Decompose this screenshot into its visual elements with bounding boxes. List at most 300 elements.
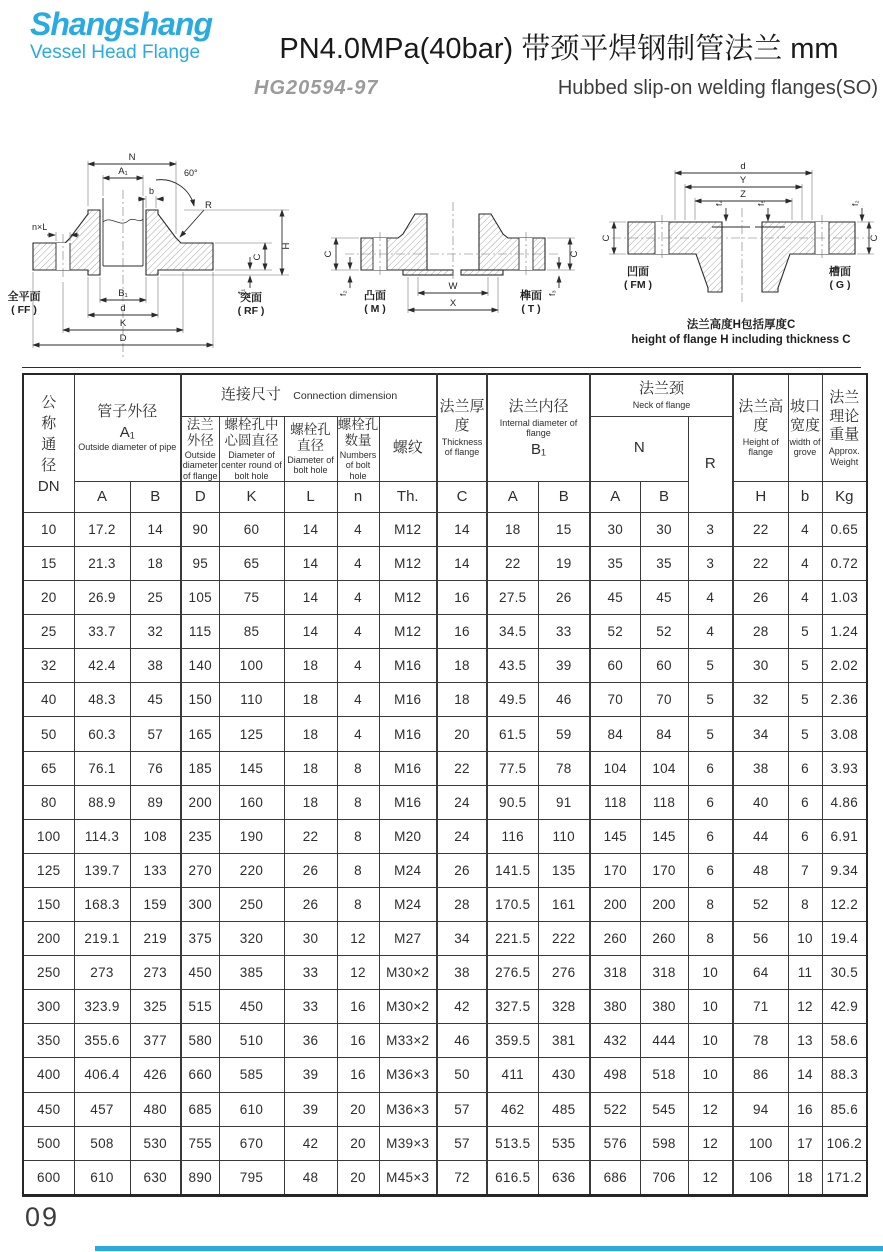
column-letter: A	[487, 481, 538, 512]
dim-label-d: d	[740, 161, 746, 172]
table-cell: 535	[538, 1126, 590, 1160]
table-cell: M12	[379, 581, 437, 615]
table-cell: 30	[640, 512, 688, 546]
table-cell: 219.1	[74, 922, 130, 956]
table-cell: 64	[733, 956, 788, 990]
drawing-caption-cn: 法兰高度H包括厚度C	[686, 319, 796, 331]
col-header-neck-n: N	[590, 416, 688, 481]
table-cell: 78	[733, 1024, 788, 1058]
table-cell: 6	[688, 751, 733, 785]
table-cell: 200	[640, 887, 688, 921]
table-cell: 377	[130, 1024, 181, 1058]
table-cell: 106.2	[822, 1126, 867, 1160]
table-cell: 5	[788, 717, 822, 751]
table-cell: 12	[688, 1092, 733, 1126]
col-header-k: 螺栓孔中心圆直径 Diameter of center round of bolt hole	[219, 416, 284, 481]
table-cell: 6	[688, 819, 733, 853]
col-header-connection: 连接尺寸 Connection dimension	[181, 374, 437, 416]
table-cell: 10	[688, 990, 733, 1024]
table-cell: 16	[437, 581, 487, 615]
table-row	[23, 922, 867, 956]
table-cell: 39	[284, 1092, 337, 1126]
table-cell: 457	[74, 1092, 130, 1126]
table-cell: 580	[181, 1024, 219, 1058]
table-cell: 85	[219, 615, 284, 649]
table-cell: 40	[23, 683, 74, 717]
table-cell: 513.5	[487, 1126, 538, 1160]
table-cell: 33.7	[74, 615, 130, 649]
table-cell: 4	[788, 512, 822, 546]
table-cell: 12	[337, 922, 379, 956]
table-cell: 42	[284, 1126, 337, 1160]
col-header-th: 螺纹	[379, 416, 437, 481]
table-cell: 16	[337, 1024, 379, 1058]
table-cell: 145	[590, 819, 640, 853]
table-cell: 88.9	[74, 785, 130, 819]
table-cell: 19	[538, 547, 590, 581]
dim-label-n: N	[128, 152, 136, 163]
table-cell: 616.5	[487, 1160, 538, 1195]
dim-label-f2: f₂	[850, 200, 860, 206]
brand-tagline: Vessel Head Flange	[30, 42, 201, 63]
table-cell: 26	[538, 581, 590, 615]
table-cell: 380	[590, 990, 640, 1024]
column-letter: B	[538, 481, 590, 512]
table-cell: M33×2	[379, 1024, 437, 1058]
title-block	[240, 26, 878, 100]
dim-label-c-right: C	[869, 234, 880, 242]
table-cell: 598	[640, 1126, 688, 1160]
table-cell: 36	[284, 1024, 337, 1058]
table-row	[23, 785, 867, 819]
table-cell: 39	[284, 1058, 337, 1092]
table-cell: 6	[788, 751, 822, 785]
col-header-height: 法兰高度 Height of flange	[733, 374, 788, 481]
table-cell: 30	[590, 512, 640, 546]
table-cell: 16	[788, 1092, 822, 1126]
col-header-neck-r: R	[688, 416, 733, 512]
table-cell: 34	[733, 717, 788, 751]
table-cell: 38	[437, 956, 487, 990]
standard-number: HG20594-97	[254, 77, 379, 99]
table-cell: 250	[23, 956, 74, 990]
table-cell: 61.5	[487, 717, 538, 751]
table-cell: M16	[379, 717, 437, 751]
table-cell: 18	[284, 785, 337, 819]
table-cell: 84	[590, 717, 640, 751]
dim-label-h: H	[281, 242, 292, 250]
dim-label-r: R	[205, 200, 212, 211]
table-cell: M30×2	[379, 990, 437, 1024]
table-body	[23, 512, 867, 1195]
table-row	[23, 1024, 867, 1058]
column-letter: B	[130, 481, 181, 512]
table-cell: 10	[688, 1024, 733, 1058]
column-letter: K	[219, 481, 284, 512]
table-cell: 32	[130, 615, 181, 649]
table-cell: 170	[590, 853, 640, 887]
table-cell: 33	[284, 956, 337, 990]
dim-label-f3: f₃	[547, 290, 557, 296]
table-row	[23, 547, 867, 581]
table-cell: 273	[74, 956, 130, 990]
table-cell: M16	[379, 683, 437, 717]
raised-face-m	[403, 270, 453, 275]
table-cell: 24	[437, 819, 487, 853]
table-cell: 5	[788, 649, 822, 683]
table-cell: 27.5	[487, 581, 538, 615]
table-cell: 610	[219, 1092, 284, 1126]
table-cell: 45	[640, 581, 688, 615]
table-cell: 84	[640, 717, 688, 751]
table-cell: 4	[337, 649, 379, 683]
table-cell: 14	[437, 512, 487, 546]
table-cell: M24	[379, 853, 437, 887]
table-cell: 462	[487, 1092, 538, 1126]
face-t-code: ( T )	[521, 303, 541, 315]
table-cell: 13	[788, 1024, 822, 1058]
table-row	[23, 683, 867, 717]
table-cell: 4	[337, 547, 379, 581]
table-cell: 522	[590, 1092, 640, 1126]
table-cell: 25	[130, 581, 181, 615]
table-cell: 33	[538, 615, 590, 649]
dim-label-y: Y	[739, 175, 747, 186]
table-cell: 670	[219, 1126, 284, 1160]
table-cell: 6.91	[822, 819, 867, 853]
table-cell: 168.3	[74, 887, 130, 921]
table-cell: 200	[23, 922, 74, 956]
col-header-neck: 法兰颈 Neck of flange	[590, 374, 733, 416]
col-header-weight: 法兰理论重量 Approx. Weight	[822, 374, 867, 481]
table-cell: 22	[437, 751, 487, 785]
dim-label-nxl: n×L	[32, 222, 48, 232]
table-cell: 57	[437, 1092, 487, 1126]
table-cell: 125	[23, 853, 74, 887]
table-cell: 80	[23, 785, 74, 819]
table-row	[23, 615, 867, 649]
table-cell: 28	[733, 615, 788, 649]
table-cell: 3	[688, 512, 733, 546]
table-cell: 28	[437, 887, 487, 921]
table-cell: 2.02	[822, 649, 867, 683]
table-cell: 755	[181, 1126, 219, 1160]
face-labels	[8, 289, 264, 317]
drawing-m-t	[303, 186, 603, 336]
table-cell: 52	[590, 615, 640, 649]
table-cell: 18	[788, 1160, 822, 1195]
table-cell: 100	[23, 819, 74, 853]
column-letter: n	[337, 481, 379, 512]
table-cell: 95	[181, 547, 219, 581]
table-cell: 530	[130, 1126, 181, 1160]
table-cell: 4	[337, 512, 379, 546]
table-cell: 118	[590, 785, 640, 819]
table-cell: 46	[538, 683, 590, 717]
table-cell: 323.9	[74, 990, 130, 1024]
table-cell: 26	[437, 853, 487, 887]
table-cell: 450	[181, 956, 219, 990]
table-cell: 400	[23, 1058, 74, 1092]
table-cell: 10	[688, 1058, 733, 1092]
tongue-face-t	[461, 270, 503, 275]
table-cell: 20	[337, 1160, 379, 1195]
dim-label-f2: f₂	[338, 290, 348, 296]
technical-drawings	[0, 148, 883, 366]
table-cell: 50	[23, 717, 74, 751]
table-cell: 165	[181, 717, 219, 751]
table-cell: 9.34	[822, 853, 867, 887]
table-cell: 170	[640, 853, 688, 887]
table-cell: 498	[590, 1058, 640, 1092]
table-cell: 350	[23, 1024, 74, 1058]
table-cell: 450	[219, 990, 284, 1024]
table-cell: 86	[733, 1058, 788, 1092]
table-cell: 3.08	[822, 717, 867, 751]
table-cell: 8	[788, 887, 822, 921]
table-cell: 18	[130, 547, 181, 581]
table-cell: 90	[181, 512, 219, 546]
table-cell: 105	[181, 581, 219, 615]
table-cell: 450	[23, 1092, 74, 1126]
table-cell: 16	[437, 615, 487, 649]
table-cell: 406.4	[74, 1058, 130, 1092]
table-cell: 320	[219, 922, 284, 956]
table-cell: 57	[437, 1126, 487, 1160]
column-letter: Th.	[379, 481, 437, 512]
dim-label-b1: B₁	[118, 288, 128, 299]
table-cell: 52	[733, 887, 788, 921]
table-cell: 48	[284, 1160, 337, 1195]
table-row	[23, 1058, 867, 1092]
table-cell: 60	[219, 512, 284, 546]
face-ff-code: ( FF )	[11, 304, 37, 316]
table-cell: 145	[640, 819, 688, 853]
table-cell: 161	[538, 887, 590, 921]
table-cell: 576	[590, 1126, 640, 1160]
table-cell: 35	[640, 547, 688, 581]
page-number: 09	[25, 1202, 60, 1232]
table-cell: 385	[219, 956, 284, 990]
col-header-pipe: 管子外径 A₁ Outside diameter of pipe	[74, 374, 181, 481]
table-cell: 18	[487, 512, 538, 546]
table-cell: 5	[788, 683, 822, 717]
table-cell: 49.5	[487, 683, 538, 717]
table-cell: 480	[130, 1092, 181, 1126]
drawing-caption-en: height of flange H including thickness C	[631, 334, 851, 346]
table-cell: M24	[379, 887, 437, 921]
table-cell: 11	[788, 956, 822, 990]
dim-label-z: Z	[740, 189, 746, 200]
table-cell: M12	[379, 512, 437, 546]
table-cell: 6	[688, 785, 733, 819]
table-cell: 585	[219, 1058, 284, 1092]
table-cell: 14	[284, 512, 337, 546]
table-cell: M36×3	[379, 1092, 437, 1126]
table-cell: 26	[284, 853, 337, 887]
table-cell: 22	[733, 512, 788, 546]
table-cell: 1.03	[822, 581, 867, 615]
table-cell: M45×3	[379, 1160, 437, 1195]
face-fm-code: ( FM )	[624, 279, 652, 291]
table-cell: 35	[590, 547, 640, 581]
table-cell: 89	[130, 785, 181, 819]
table-cell: 6	[788, 785, 822, 819]
table-cell: 48	[733, 853, 788, 887]
table-cell: 70	[590, 683, 640, 717]
table-cell: 14	[437, 547, 487, 581]
table-cell: 15	[23, 547, 74, 581]
face-rf-code: ( RF )	[237, 305, 265, 317]
table-cell: 200	[590, 887, 640, 921]
table-cell: 140	[181, 649, 219, 683]
table-cell: 0.65	[822, 512, 867, 546]
table-row	[23, 819, 867, 853]
table-cell: M16	[379, 751, 437, 785]
table-cell: 660	[181, 1058, 219, 1092]
table-cell: 795	[219, 1160, 284, 1195]
table-cell: 12	[788, 990, 822, 1024]
table-row	[23, 649, 867, 683]
table-cell: 60.3	[74, 717, 130, 751]
table-cell: 222	[538, 922, 590, 956]
table-cell: 411	[487, 1058, 538, 1092]
column-letter: Kg	[822, 481, 867, 512]
table-cell: 4	[337, 615, 379, 649]
table-cell: 4	[337, 683, 379, 717]
table-cell: 235	[181, 819, 219, 853]
face-g-code: ( G )	[829, 279, 851, 291]
table-row	[23, 512, 867, 546]
table-cell: 273	[130, 956, 181, 990]
dim-label-f4: f₄	[714, 200, 724, 206]
table-cell: 260	[640, 922, 688, 956]
table-cell: 685	[181, 1092, 219, 1126]
table-cell: 375	[181, 922, 219, 956]
footer-accent-bar	[95, 1246, 883, 1251]
table-cell: 6	[788, 819, 822, 853]
col-header-n: 螺栓孔数量 Numbers of bolt hole	[337, 416, 379, 481]
table-cell: 100	[219, 649, 284, 683]
table-row	[23, 1126, 867, 1160]
table-cell: 10	[788, 922, 822, 956]
col-header-thickness: 法兰厚度 Thickness of flange	[437, 374, 487, 481]
table-cell: 190	[219, 819, 284, 853]
table-cell: 444	[640, 1024, 688, 1058]
table-cell: 38	[130, 649, 181, 683]
column-letter: A	[590, 481, 640, 512]
table-cell: 26	[284, 887, 337, 921]
column-letter: L	[284, 481, 337, 512]
table-cell: 125	[219, 717, 284, 751]
table-cell: 18	[437, 649, 487, 683]
table-cell: 890	[181, 1160, 219, 1195]
table-cell: 108	[130, 819, 181, 853]
table-cell: 85.6	[822, 1092, 867, 1126]
table-cell: 57	[130, 717, 181, 751]
column-letter: b	[788, 481, 822, 512]
table-cell: 20	[337, 1126, 379, 1160]
table-cell: 88.3	[822, 1058, 867, 1092]
table-cell: 510	[219, 1024, 284, 1058]
table-cell: 12.2	[822, 887, 867, 921]
col-header-b1: 法兰内径 Internal diameter of flange B₁	[487, 374, 590, 481]
table-cell: 50	[437, 1058, 487, 1092]
table-head	[23, 374, 867, 512]
table-cell: 10	[23, 512, 74, 546]
table-cell: 15	[538, 512, 590, 546]
table-cell: 20	[23, 581, 74, 615]
table-cell: 114.3	[74, 819, 130, 853]
table-cell: 610	[74, 1160, 130, 1195]
column-letter: C	[437, 481, 487, 512]
table-cell: 20	[337, 1092, 379, 1126]
table-cell: 260	[590, 922, 640, 956]
table-cell: 22	[487, 547, 538, 581]
table-cell: 14	[284, 581, 337, 615]
table-cell: 318	[590, 956, 640, 990]
table-cell: 6	[688, 853, 733, 887]
table-cell: 20	[437, 717, 487, 751]
table-cell: 276.5	[487, 956, 538, 990]
table-cell: 508	[74, 1126, 130, 1160]
table-cell: 135	[538, 853, 590, 887]
dim-label-b: b	[149, 186, 155, 196]
table-cell: 60	[590, 649, 640, 683]
dim-label-k: K	[119, 318, 127, 329]
table-cell: 160	[219, 785, 284, 819]
col-header-groove: 坡口宽度 width of grove	[788, 374, 822, 481]
table-cell: 40	[733, 785, 788, 819]
table-cell: 8	[337, 751, 379, 785]
table-cell: 78	[538, 751, 590, 785]
table-cell: 48.3	[74, 683, 130, 717]
table-cell: 200	[181, 785, 219, 819]
table-cell: 116	[487, 819, 538, 853]
table-cell: 52	[640, 615, 688, 649]
table-cell: 22	[733, 547, 788, 581]
table-cell: 1.24	[822, 615, 867, 649]
table-cell: 26.9	[74, 581, 130, 615]
brand-name: Shangshang	[30, 6, 213, 42]
table-cell: 38	[733, 751, 788, 785]
table-cell: 221.5	[487, 922, 538, 956]
column-letter: A	[74, 481, 130, 512]
table-cell: 14	[284, 547, 337, 581]
table-cell: 76	[130, 751, 181, 785]
table-cell: 106	[733, 1160, 788, 1195]
table-cell: 44	[733, 819, 788, 853]
table-cell: 30	[284, 922, 337, 956]
table-row	[23, 1092, 867, 1126]
table-cell: 5	[688, 649, 733, 683]
brand-logo	[30, 8, 212, 62]
face-m-code: ( M )	[364, 303, 386, 315]
table-cell: 34	[437, 922, 487, 956]
table-cell: 18	[284, 649, 337, 683]
table-cell: 77.5	[487, 751, 538, 785]
table-cell: 145	[219, 751, 284, 785]
face-g-label: 槽面	[829, 266, 851, 278]
table-cell: 150	[23, 887, 74, 921]
table-row	[23, 1160, 867, 1195]
table-cell: 110	[538, 819, 590, 853]
table-cell: 4	[688, 581, 733, 615]
table-cell: 16	[337, 1058, 379, 1092]
table-cell: 500	[23, 1126, 74, 1160]
drawing-fm-g	[600, 160, 883, 360]
dim-label-c-right: C	[569, 250, 580, 258]
